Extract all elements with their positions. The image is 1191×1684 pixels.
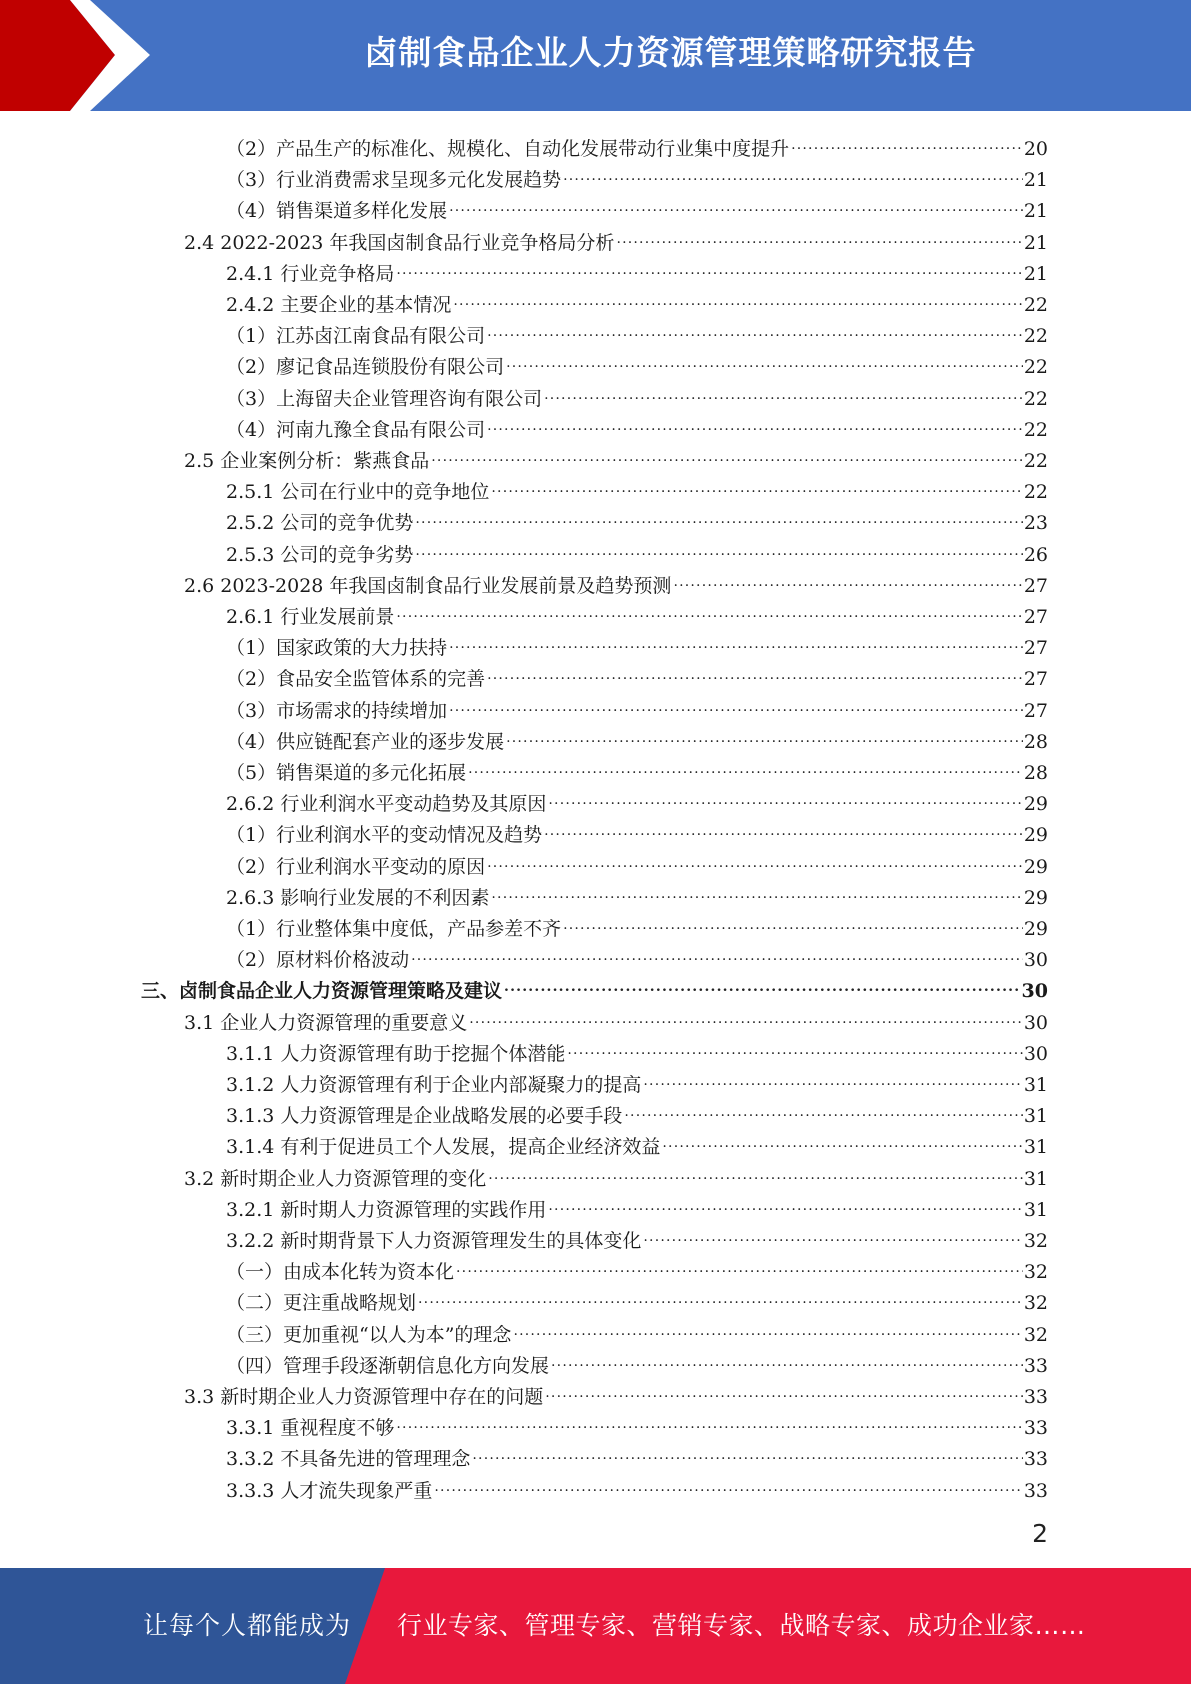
toc-entry-title: （四）管理手段逐渐朝信息化方向发展	[226, 1354, 550, 1377]
toc-entry-title: 3.2.2 新时期背景下人力资源管理发生的具体变化	[226, 1230, 642, 1252]
toc-entry[interactable]	[226, 722, 1048, 753]
toc-entry[interactable]	[226, 503, 1048, 534]
toc-dot-leader	[469, 1008, 1023, 1030]
toc-dot-leader	[396, 1413, 1022, 1435]
toc-dot-leader	[456, 1257, 1023, 1279]
toc-entry[interactable]	[226, 940, 1048, 971]
footer-slogan-right: 行业专家、管理专家、营销专家、战略专家、成功企业家……	[397, 1611, 1086, 1640]
toc-entry[interactable]	[226, 1315, 1048, 1346]
toc-entry[interactable]	[226, 379, 1048, 410]
toc-dot-leader	[624, 1101, 1022, 1123]
toc-entry[interactable]	[226, 1096, 1048, 1127]
toc-dot-leader	[418, 1288, 1023, 1310]
toc-dot-leader	[643, 1226, 1022, 1248]
toc-entry[interactable]	[226, 1190, 1048, 1221]
toc-entry-page: 30	[1021, 980, 1048, 1003]
footer-slogan-left: 让每个人都能成为	[143, 1611, 352, 1640]
toc-entry[interactable]	[226, 472, 1048, 503]
toc-entry-page: 33	[1023, 1479, 1048, 1502]
toc-dot-leader	[468, 758, 1023, 780]
toc-entry-title: 3.1 企业人力资源管理的重要意义	[184, 1011, 468, 1034]
toc-dot-leader	[513, 1320, 1022, 1342]
toc-entry-page: 28	[1023, 762, 1048, 784]
toc-entry[interactable]	[226, 815, 1048, 846]
toc-entry-title: （二）更注重战略规划	[226, 1292, 417, 1315]
toc-entry[interactable]	[184, 1003, 1048, 1034]
header-band	[0, 0, 1191, 111]
toc-dot-leader	[567, 1039, 1022, 1061]
toc-dot-leader	[415, 508, 1022, 530]
toc-entry-title: 三、卤制食品企业人力资源管理策略及建议	[141, 980, 503, 1003]
toc-dot-leader	[472, 1444, 1022, 1466]
toc-entry[interactable]	[226, 909, 1048, 940]
toc-dot-leader	[449, 196, 1023, 218]
toc-entry-page: 33	[1023, 1448, 1048, 1471]
toc-dot-leader	[548, 789, 1022, 811]
toc-entry-page: 22	[1023, 450, 1048, 472]
toc-entry-page: 21	[1023, 200, 1048, 223]
toc-entry-page: 33	[1023, 1386, 1048, 1408]
toc-entry-title: 2.4.1 行业竞争格局	[226, 262, 395, 285]
toc-entry-page: 27	[1023, 637, 1048, 660]
toc-entry-page: 31	[1023, 1105, 1048, 1128]
toc-entry-title: 2.4 2022-2023 年我国卤制食品行业竞争格局分析	[184, 231, 615, 254]
toc-dot-leader	[548, 1195, 1022, 1217]
toc-entry[interactable]	[226, 129, 1048, 160]
toc-entry[interactable]	[226, 784, 1048, 815]
toc-entry-title: 2.5 企业案例分析：紫燕食品	[184, 450, 430, 472]
toc-entry-page: 32	[1023, 1292, 1048, 1315]
toc-entry-title: （2）食品安全监管体系的完善	[226, 668, 486, 691]
toc-entry-title: （2）廖记食品连锁股份有限公司	[226, 356, 505, 379]
toc-entry-title: 2.6.3 影响行业发展的不利因素	[226, 886, 490, 909]
toc-entry[interactable]	[141, 971, 1048, 1002]
toc-entry[interactable]	[226, 1471, 1048, 1502]
toc-entry-title: 2.5.1 公司在行业中的竞争地位	[226, 481, 490, 504]
report-title: 卤制食品企业人力资源管理策略研究报告	[364, 33, 977, 72]
toc-dot-leader	[449, 696, 1023, 718]
toc-dot-leader	[411, 945, 1023, 967]
toc-entry[interactable]	[226, 1221, 1048, 1252]
toc-entry-title: 3.3.2 不具备先进的管理理念	[226, 1448, 471, 1471]
toc-entry-title: （2）原材料价格波动	[226, 949, 410, 972]
toc-dot-leader	[487, 664, 1023, 686]
toc-dot-leader	[491, 477, 1022, 499]
toc-entry-title: 3.3 新时期企业人力资源管理中存在的问题	[184, 1386, 544, 1408]
toc-entry[interactable]	[226, 191, 1048, 222]
toc-entry-page: 21	[1023, 262, 1048, 285]
toc-entry[interactable]	[226, 1252, 1048, 1283]
toc-entry-title: （3）上海留夫企业管理咨询有限公司	[226, 387, 543, 410]
toc-entry-title: （4）销售渠道多样化发展	[226, 200, 448, 223]
toc-entry-page: 27	[1023, 606, 1048, 628]
toc-entry-page: 22	[1023, 387, 1048, 410]
toc-entry[interactable]	[226, 1065, 1048, 1096]
toc-entry[interactable]	[226, 410, 1048, 441]
toc-entry-title: （一）由成本化转为资本化	[226, 1261, 455, 1284]
toc-dot-leader	[504, 976, 1021, 998]
toc-dot-leader	[662, 1132, 1022, 1154]
toc-entry[interactable]	[184, 1377, 1048, 1408]
toc-dot-leader	[544, 820, 1023, 842]
toc-dot-leader	[563, 914, 1023, 936]
chevron-logo-icon	[0, 0, 160, 111]
toc-dot-leader	[563, 165, 1023, 187]
toc-dot-leader	[506, 352, 1023, 374]
toc-dot-leader	[791, 134, 1023, 156]
toc-entry-title: （3）行业消费需求呈现多元化发展趋势	[226, 169, 562, 192]
toc-entry-page: 31	[1023, 1074, 1048, 1096]
toc-entry-title: （1）国家政策的大力扶持	[226, 637, 448, 660]
toc-entry-page: 30	[1023, 1011, 1048, 1034]
toc-dot-leader	[396, 602, 1022, 624]
toc-entry-page: 22	[1023, 294, 1048, 316]
toc-entry-title: （3）市场需求的持续增加	[226, 699, 448, 722]
toc-entry-page: 22	[1023, 418, 1048, 441]
toc-entry-page: 30	[1023, 949, 1048, 972]
toc-entry-page: 28	[1023, 730, 1048, 753]
page-number: 2	[1032, 1519, 1048, 1548]
toc-entry[interactable]	[184, 566, 1048, 597]
toc-entry-page: 27	[1023, 699, 1048, 722]
toc-entry-page: 33	[1023, 1354, 1048, 1377]
toc-dot-leader	[643, 1070, 1022, 1092]
toc-entry[interactable]	[226, 1346, 1048, 1377]
toc-entry-title: 2.6.2 行业利润水平变动趋势及其原因	[226, 793, 547, 816]
toc-entry-page: 29	[1023, 824, 1048, 847]
toc-entry-page: 27	[1023, 574, 1048, 597]
toc-entry-page: 29	[1023, 886, 1048, 909]
toc-entry-page: 32	[1023, 1323, 1048, 1346]
toc-entry[interactable]	[226, 691, 1048, 722]
toc-entry-page: 29	[1023, 793, 1048, 816]
toc-entry-page: 31	[1023, 1167, 1048, 1190]
toc-entry-title: （1）行业整体集中度低，产品参差不齐	[226, 918, 562, 940]
toc-entry[interactable]	[226, 1283, 1048, 1314]
toc-entry-title: 2.6.1 行业发展前景	[226, 606, 395, 628]
toc-entry-title: （4）河南九豫全食品有限公司	[226, 418, 486, 441]
toc-entry-page: 21	[1023, 169, 1048, 192]
toc-entry-title: 2.4.2 主要企业的基本情况	[226, 294, 452, 316]
toc-dot-leader	[551, 1351, 1023, 1373]
toc-dot-leader	[434, 1476, 1022, 1498]
toc-entry-title: 3.3.1 重视程度不够	[226, 1417, 395, 1440]
toc-dot-leader	[506, 727, 1023, 749]
toc-entry-page: 30	[1023, 1042, 1048, 1065]
toc-entry-page: 29	[1023, 918, 1048, 940]
toc-entry[interactable]	[226, 285, 1048, 316]
toc-entry[interactable]	[226, 1034, 1048, 1065]
toc-entry-title: 3.2 新时期企业人力资源管理的变化	[184, 1167, 487, 1190]
toc-entry-page: 21	[1023, 231, 1048, 254]
toc-entry-title: 3.3.3 人才流失现象严重	[226, 1479, 433, 1502]
toc-dot-leader	[488, 1164, 1023, 1186]
toc-entry-title: 3.1.3 人力资源管理是企业战略发展的必要手段	[226, 1105, 623, 1128]
toc-entry-page: 22	[1023, 325, 1048, 348]
toc-entry[interactable]	[226, 160, 1048, 191]
toc-entry[interactable]	[226, 347, 1048, 378]
toc-dot-leader	[487, 852, 1023, 874]
toc-entry-title: 2.6 2023-2028 年我国卤制食品行业发展前景及趋势预测	[184, 574, 672, 597]
toc-entry[interactable]	[226, 1127, 1048, 1158]
toc-entry-title: （5）销售渠道的多元化拓展	[226, 762, 467, 784]
toc-entry-title: 2.5.3 公司的竞争劣势	[226, 543, 414, 566]
toc-entry[interactable]	[226, 753, 1048, 784]
toc-entry-title: （2）产品生产的标准化、规模化、自动化发展带动行业集中度提升	[226, 138, 790, 160]
toc-entry-page: 27	[1023, 668, 1048, 691]
toc-entry-page: 26	[1023, 543, 1048, 566]
toc-dot-leader	[396, 259, 1022, 281]
toc-entry-title: （1）行业利润水平的变动情况及趋势	[226, 824, 543, 847]
toc-entry-title: 3.1.2 人力资源管理有利于企业内部凝聚力的提高	[226, 1074, 642, 1096]
toc-entry[interactable]	[226, 1439, 1048, 1470]
toc-entry-title: （4）供应链配套产业的逐步发展	[226, 730, 505, 753]
toc-entry-page: 32	[1023, 1261, 1048, 1284]
toc-entry-title: 3.1.4 有利于促进员工个人发展，提高企业经济效益	[226, 1136, 661, 1159]
toc-entry[interactable]	[184, 441, 1048, 472]
toc-entry-page: 23	[1023, 512, 1048, 535]
toc-entry-title: （2）行业利润水平变动的原因	[226, 855, 486, 878]
toc-entry[interactable]	[226, 254, 1048, 285]
toc-entry-title: 2.5.2 公司的竞争优势	[226, 512, 414, 535]
toc-entry-page: 32	[1023, 1230, 1048, 1252]
toc-entry-page: 29	[1023, 855, 1048, 878]
toc-dot-leader	[487, 321, 1023, 343]
toc-dot-leader	[449, 633, 1023, 655]
toc-entry-page: 33	[1023, 1417, 1048, 1440]
toc-entry-title: （1）江苏卤江南食品有限公司	[226, 325, 486, 348]
toc-entry-page: 31	[1023, 1198, 1048, 1221]
toc-dot-leader	[544, 384, 1023, 406]
toc-entry[interactable]	[226, 316, 1048, 347]
toc-dot-leader	[415, 540, 1022, 562]
toc-entry[interactable]	[226, 535, 1048, 566]
toc-dot-leader	[491, 883, 1022, 905]
toc-entry[interactable]	[226, 878, 1048, 909]
toc-entry-title: （三）更加重视“以人为本”的理念	[226, 1323, 512, 1346]
toc-dot-leader	[431, 446, 1023, 468]
toc-entry[interactable]	[226, 597, 1048, 628]
toc-entry[interactable]	[226, 628, 1048, 659]
toc-entry-page: 22	[1023, 356, 1048, 379]
footer-band	[0, 1568, 1191, 1684]
toc-entry[interactable]	[226, 659, 1048, 690]
toc-entry[interactable]	[226, 847, 1048, 878]
toc-entry-page: 22	[1023, 481, 1048, 504]
toc-dot-leader	[616, 228, 1022, 250]
toc-entry[interactable]	[184, 223, 1048, 254]
toc-entry[interactable]	[226, 1408, 1048, 1439]
toc-entry-page: 31	[1023, 1136, 1048, 1159]
toc-entry-title: 3.2.1 新时期人力资源管理的实践作用	[226, 1198, 547, 1221]
toc-dot-leader	[545, 1382, 1023, 1404]
toc-entry-title: 3.1.1 人力资源管理有助于挖掘个体潜能	[226, 1042, 566, 1065]
toc-dot-leader	[673, 571, 1022, 593]
toc-entry[interactable]	[184, 1159, 1048, 1190]
toc-dot-leader	[453, 290, 1022, 312]
toc-dot-leader	[487, 415, 1023, 437]
toc-entry-page: 20	[1023, 138, 1048, 160]
